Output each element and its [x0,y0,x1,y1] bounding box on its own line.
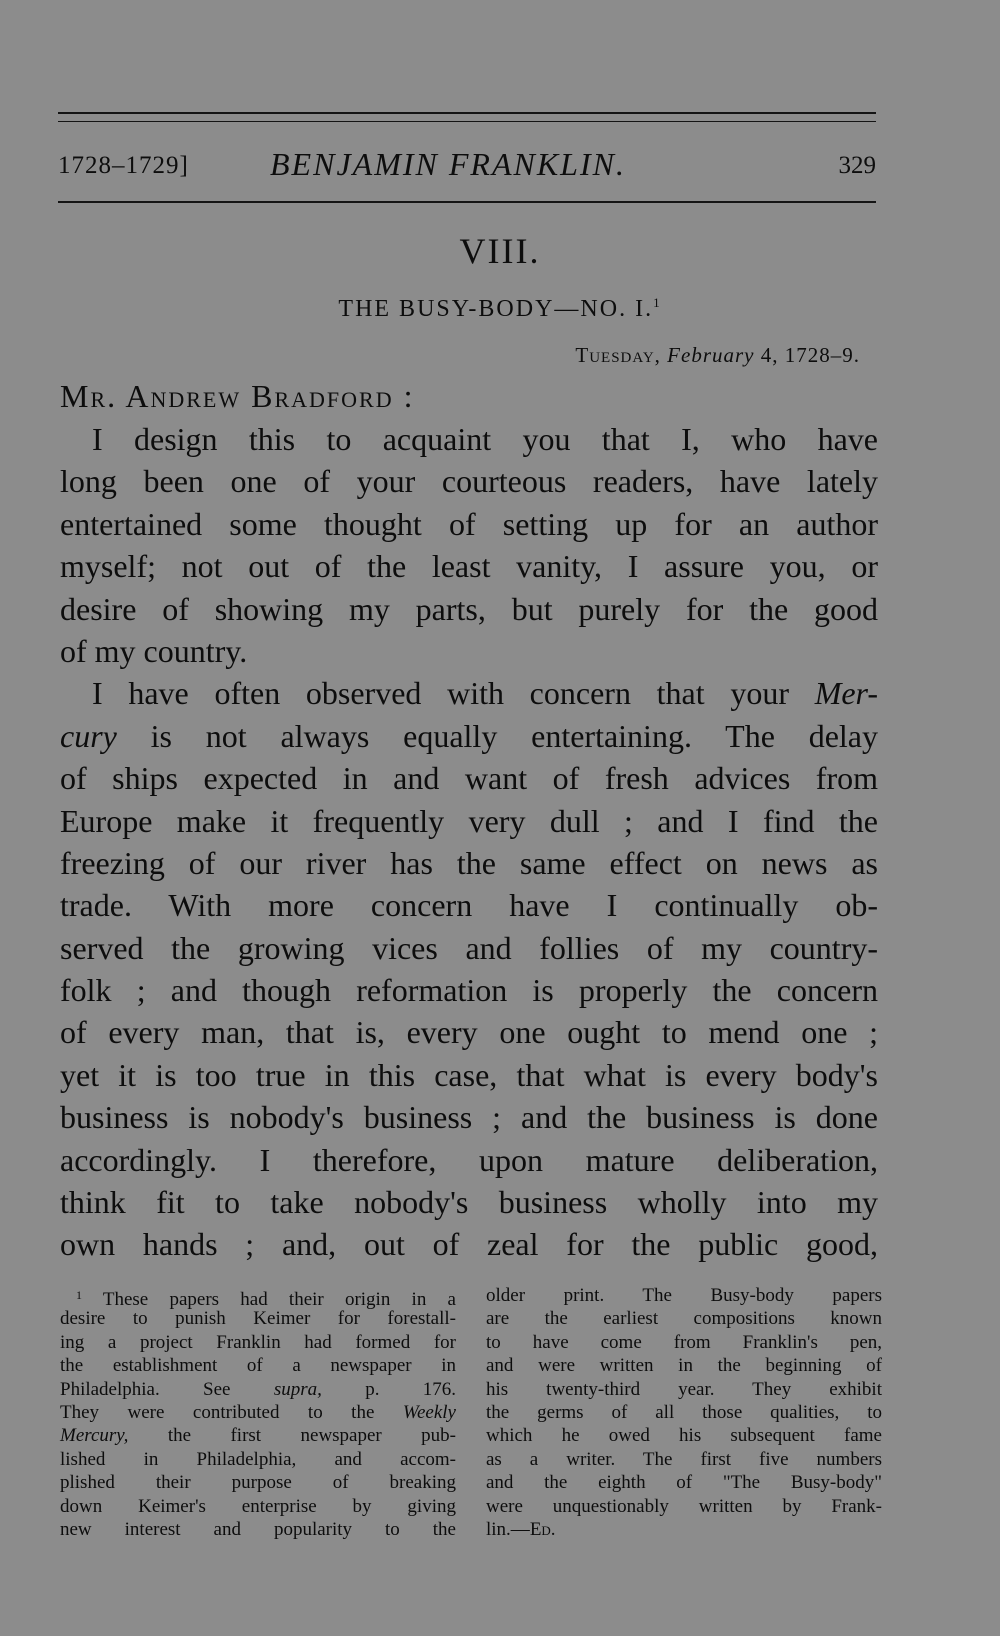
body-line: entertained some thought of setting up for an author [60,505,878,542]
italic-word: supra, [273,1378,322,1400]
footnote-line: to have come from Franklin's pen, [486,1331,882,1353]
dateline-month: February [667,343,755,367]
head-rule [58,201,876,203]
footnote-line [60,1424,456,1447]
footnote-line: are the earliest compositions known [486,1308,882,1330]
footnote-line-text: Philadelphia. See [60,1378,231,1400]
footnote-line [60,1378,456,1401]
top-double-rule [58,112,876,114]
footnote-line: lished in Philadelphia, and accom- [60,1448,456,1470]
body-line: freezing of our river has the same effect on news as [60,844,878,881]
body-line [60,715,878,757]
footnote-line [60,1401,456,1424]
body-line: folk ; and though reformation is properly the concern [60,972,878,1009]
footnote-line: as a writer. The first five numbers [486,1448,882,1470]
body-line: of every man, that is, every one ought to mend one ; [60,1014,878,1051]
footnote-line [486,1518,882,1541]
body-line: yet it is too true in this case, that what is every body's [60,1056,878,1093]
footnote-line: new interest and popularity to the [60,1518,456,1540]
footnote-line-text: lin.— [486,1518,530,1540]
body-line: desire of showing my parts, but purely for the good [60,590,878,627]
footnote-line-text: These papers had their origin in a [102,1289,456,1310]
body-line: of ships expected in and want of fresh advices from [60,760,878,797]
body-line-text: I have often observed with concern that your [92,675,789,712]
body-line: trade. With more concern have I continually ob- [60,887,878,924]
dateline-date: 4, 1728–9. [760,343,860,367]
footnote-line: his twenty-third year. They exhibit [486,1378,882,1400]
page-number: 329 [838,152,876,179]
body-line: served the growing vices and follies of my country- [60,929,878,966]
section-numeral: VIII. [459,231,541,271]
footnote-line-text: p. 176. [365,1378,457,1400]
running-head-years: 1728–1729] [58,152,189,179]
footnote-line-text: the first newspaper pub- [167,1425,456,1447]
body-line: of my country. [60,632,248,669]
dateline-day: Tuesday, [575,343,661,367]
footnote-line-text: They were contributed to the [60,1401,375,1423]
italic-word: cury [60,717,117,754]
body-line: own hands ; and, out of zeal for the public good, [60,1226,878,1263]
footnote-line: which he owed his subsequent fame [486,1425,882,1447]
body-line: Europe make it frequently very dull ; and I find the [60,802,878,839]
top-double-rule-inner [58,121,876,122]
body-line [60,672,878,714]
footnote-line: desire to punish Keimer for forestall- [60,1308,456,1330]
body-line: I design this to acquaint you that I, who have [92,421,878,457]
footnote-marker: 1 [653,295,662,310]
italic-word: Weekly [402,1401,456,1423]
section-title [0,295,1000,323]
footnote-left-column [60,1284,456,1541]
body-line: accordingly. I therefore, upon mature deliberation, [60,1141,878,1178]
running-head-title: BENJAMIN FRANKLIN. [270,146,626,182]
italic-word: Mercury, [60,1425,129,1447]
salutation: Mr. Andrew Bradford : [60,378,415,414]
footnote-line: plished their purpose of breaking [60,1472,456,1494]
footnote-line: and the eighth of "The Busy-body" [486,1472,882,1494]
letter-body [60,418,878,1266]
footnote-number: 1 [76,1288,82,1302]
body-line: business is nobody's business ; and the business is done [60,1099,878,1136]
footnote-line: down Keimer's enterprise by giving [60,1495,456,1517]
footnote-line [60,1284,456,1310]
footnote-line: the establishment of a newspaper in [60,1355,456,1377]
footnote-line: ing a project Franklin had formed for [60,1331,456,1353]
body-line: myself; not out of the least vanity, I assure you, or [60,548,878,585]
footnote-line: and were written in the beginning of [486,1355,882,1377]
footnote-line: older print. The Busy-body papers [486,1285,882,1306]
body-line-text: is not always equally entertaining. The delay [150,717,879,754]
dateline [575,343,860,368]
running-head [58,146,876,186]
body-line: think fit to take nobody's business wholly into my [60,1184,878,1221]
editor-signature: Ed. [529,1518,556,1540]
section-title-text: THE BUSY-BODY—NO. I. [338,296,654,322]
italic-word: Mer- [814,675,879,712]
footnote-right-column [486,1284,882,1541]
footnote-line: were unquestionably written by Frank- [486,1495,882,1517]
body-line: long been one of your courteous readers, have lately [60,463,878,500]
footnote-line: the germs of all those qualities, to [486,1401,882,1423]
